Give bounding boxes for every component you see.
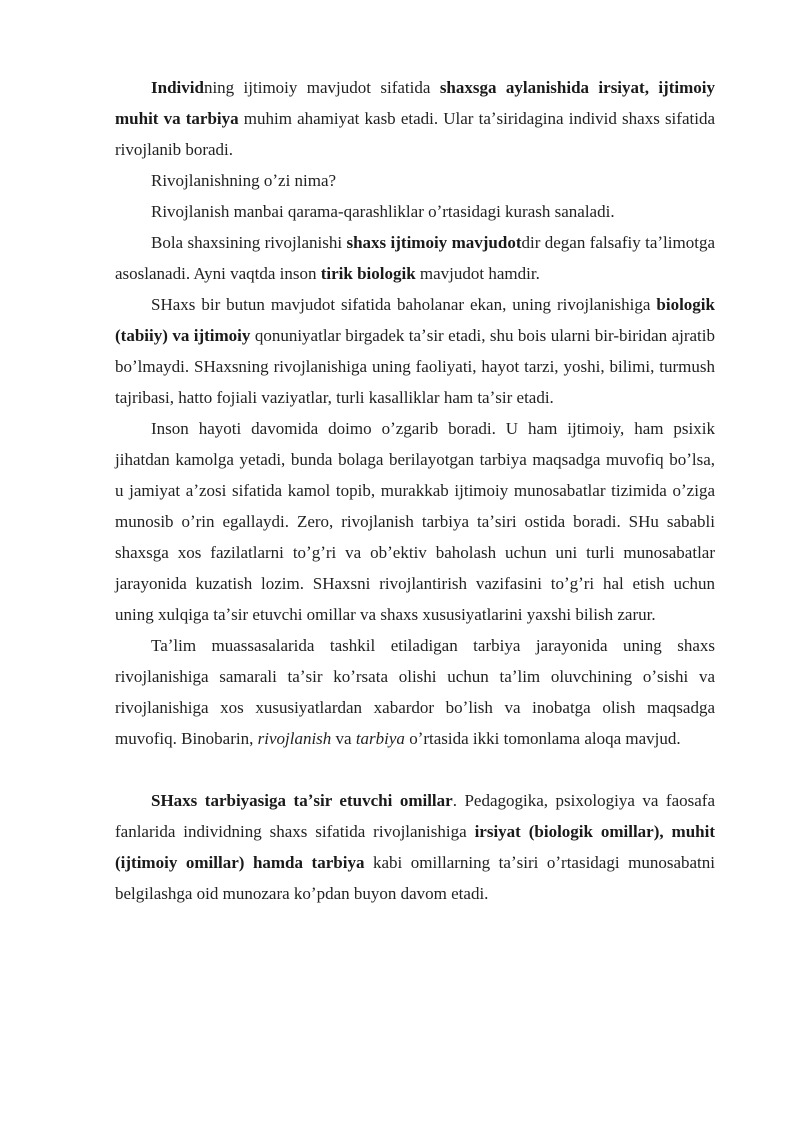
body-text: Rivojlanish manbai qarama-qarashliklar oʼrtasidagi kurash sanaladi. <box>151 202 615 221</box>
body-text: Taʼlim muassasalarida tashkil etiladigan tarbiya jarayonida uning shaxs rivojlanishiga samarali taʼsir koʼrsata olishi uchun taʼlim oluvchining oʼsishi va rivojlanishiga xos xususiyatlardan xabardor boʼlish va inobatga olish maqsadga muvofiq. Binobarin, <box>115 636 715 748</box>
body-text: . Pedagogika, psixologiya va faosafa fanlarida individning shaxs sifatida rivojlanishiga <box>115 791 715 841</box>
body-text: muhim ahamiyat kasb etadi. Ular taʼsiridagina individ shaxs sifatida rivojlanib boradi. <box>115 109 715 159</box>
body-text: qonuniyatlar birgadek taʼsir etadi, shu bois ularni bir-biridan ajratib boʼlmaydi. SHaxsning rivojlanishiga uning faoliyati, hayot tarzi, yoshi, bilimi, turmush tajribasi, hatto fojiali vaziyatlar, turli kasalliklar ham taʼsir etadi. <box>115 326 715 407</box>
paragraph <box>115 227 715 289</box>
body-text: dir degan falsafiy taʼlimotga asoslanadi. Ayni vaqtda inson <box>115 233 715 283</box>
body-text: Bola shaxsining rivojlanishi <box>151 233 347 252</box>
body-text: Inson hayoti davomida doimo oʼzgarib boradi. U ham ijtimoiy, ham psixik jihatdan kamolga yetadi, bunda bolaga berilayotgan tarbiya maqsadga muvofiq boʼlsa, u jamiyat aʼzosi sifatida kamol topib, murakkab ijtimoiy munosabatlar tizimida oʼziga munosib oʼrin egallaydi. Zero, rivojlanish tarbiya taʼsiri ostida boradi. SHu sababli shaxsga xos fazilatlarni toʼgʼri va obʼektiv baholash uchun uni turli munosabatlar jarayonida kuzatish lozim. SHaxsni rivojlantirish vazifasini toʼgʼri hal etish uchun uning xulqiga taʼsir etuvchi omillar va shaxs xususiyatlarini yaxshi bilish zarur. <box>115 419 715 624</box>
paragraph <box>115 165 715 196</box>
paragraph-spacer <box>115 754 715 785</box>
bold-text: tirik biologik <box>320 264 416 283</box>
paragraph <box>115 289 715 413</box>
paragraph <box>115 413 715 630</box>
body-text: SHaxs bir butun mavjudot sifatida baholanar ekan, uning rivojlanishiga <box>151 295 657 314</box>
body-text: va <box>331 729 356 748</box>
paragraph <box>115 630 715 754</box>
body-text: ning ijtimoiy mavjudot sifatida <box>203 78 440 97</box>
paragraph <box>115 196 715 227</box>
body-text: kabi omillarning taʼsiri oʼrtasidagi munosabatni belgilashga oid munozara koʼpdan buyon davom etadi. <box>115 853 715 903</box>
bold-text: Individ <box>151 78 204 97</box>
italic-text: tarbiya <box>355 729 405 748</box>
body-text: oʼrtasida ikki tomonlama aloqa mavjud. <box>404 729 681 748</box>
paragraph <box>115 72 715 165</box>
bold-text: shaxs ijtimoiy mavjudot <box>346 233 522 252</box>
bold-text: biologik (tabiiy) va ijtimoiy <box>115 295 715 345</box>
italic-text: rivojlanish <box>257 729 332 748</box>
bold-text: shaxsga aylanishida irsiyat, ijtimoiy muhit va tarbiya <box>115 78 715 128</box>
body-text: mavjudot hamdir. <box>415 264 540 283</box>
body-text: Rivojlanishning oʼzi nima? <box>151 171 337 190</box>
bold-text: SHaxs tarbiyasiga taʼsir etuvchi omillar <box>151 791 453 810</box>
bold-text: irsiyat (biologik omillar), muhit (ijtimoiy omillar) hamda tarbiya <box>115 822 715 872</box>
paragraph <box>115 785 715 909</box>
document-body <box>115 72 715 909</box>
